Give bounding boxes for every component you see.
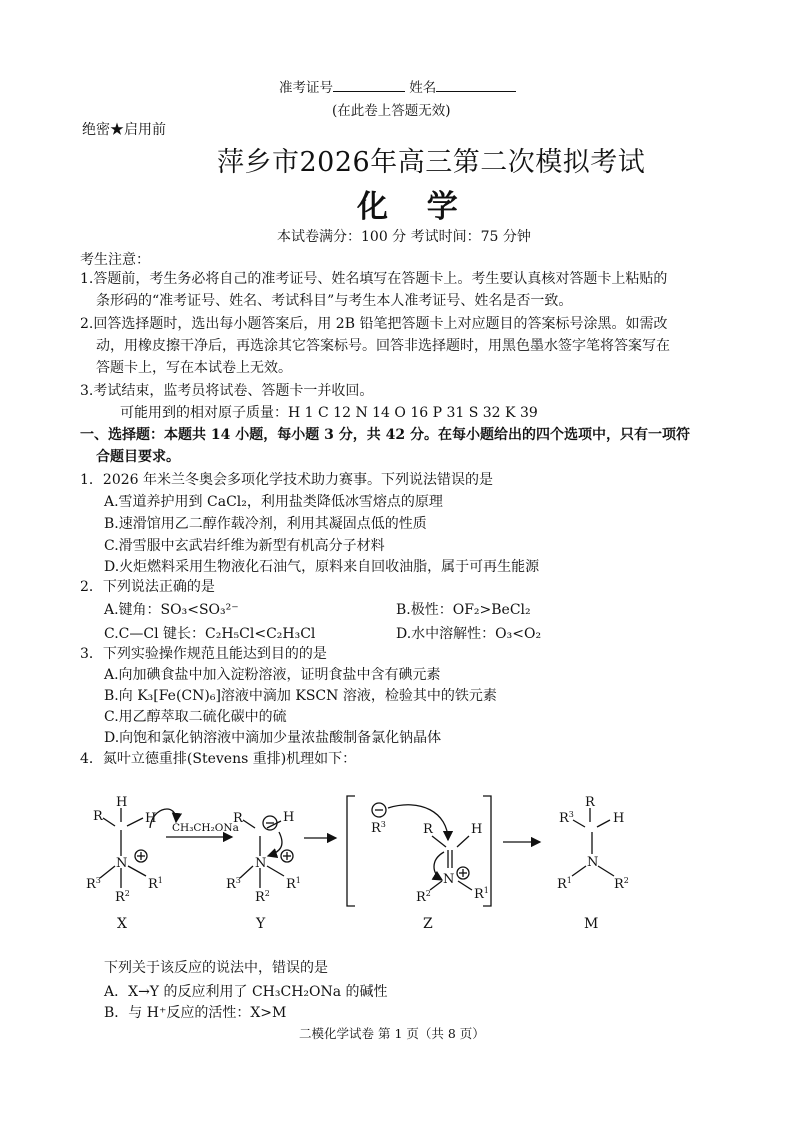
svg-text:N: N [587, 855, 599, 870]
q3-option-a: A.向加碘食盐中加入淀粉溶液，证明食盐中含有碘元素 [104, 667, 441, 683]
q2-option-b: B.极性：OF₂>BeCl₂ [396, 602, 531, 618]
svg-text:R3: $R^3$ [86, 876, 101, 892]
svg-text:R: R [93, 809, 103, 824]
svg-text:N: N [255, 856, 267, 871]
section-heading: 一、选择题：本题共 14 小题，每小题 3 分，共 42 分。在每小题给出的四个选项中，只有一项符 [80, 427, 690, 443]
svg-text:R3: $R^3$ [371, 820, 386, 836]
svg-text:N: N [116, 856, 128, 871]
svg-text:R2: $R^2$ [115, 889, 130, 905]
svg-text:H: H [145, 811, 157, 826]
svg-text:R: R [233, 811, 243, 826]
section-heading-cont: 合题目要求。 [96, 449, 180, 465]
svg-text:H: H [471, 822, 483, 837]
notice-heading: 考生注意： [80, 252, 150, 268]
svg-text:R2: $R^2$ [255, 889, 270, 905]
q3-option-b: B.向 K₃[Fe(CN)₆]溶液中滴加 KSCN 溶液，检验其中的铁元素 [104, 688, 497, 704]
q1-option-c: C.滑雪服中玄武岩纤维为新型有机高分子材料 [104, 538, 385, 554]
svg-text:R3: $R^3$ [559, 810, 574, 826]
svg-text:R: R [423, 822, 433, 837]
secret-mark: 绝密★启用前 [82, 122, 166, 138]
atomic-masses: 可能用到的相对原子质量：H 1 C 12 N 14 O 16 P 31 S 32 K 39 [120, 405, 538, 421]
notice-item: 1.答题前，考生务必将自己的准考证号、姓名填写在答题卡上。考生要认真核对答题卡上粘贴的 [80, 271, 668, 287]
score-time: 本试卷满分：100 分 考试时间：75 分钟 [277, 229, 531, 245]
svg-text:H: H [283, 810, 295, 825]
q4-stem: 4．氮叶立德重排(Stevens 重排)机理如下： [80, 751, 357, 767]
svg-text:H: H [116, 795, 128, 810]
reagent-label: CH₃CH₂ONa [172, 822, 239, 834]
invalid-note: (在此卷上答题无效) [332, 103, 451, 119]
q1-stem: 1．2026 年米兰冬奥会多项化学技术助力赛事。下列说法错误的是 [80, 472, 493, 488]
exam-id-label: 准考证号 [279, 80, 333, 96]
page-title: 萍乡市2026年高三第二次模拟考试 [217, 147, 646, 178]
notice-item: 3.考试结束，监考员将试卷、答题卡一并收回。 [80, 383, 374, 399]
label-X: X [117, 916, 127, 932]
svg-text:R2: $R^2$ [614, 876, 629, 892]
svg-text:R2: $R^2$ [416, 889, 431, 905]
stevens-mechanism-diagram [0, 780, 794, 940]
q1-option-a: A.雪道养护用到 CaCl₂，利用盐类降低冰雪熔点的原理 [104, 494, 443, 510]
q4-question: 下列关于该反应的说法中，错误的是 [104, 960, 328, 976]
subject-title: 化 学 [357, 189, 472, 225]
svg-text:R: R [585, 795, 595, 810]
notice-item: 答题卡上，写在本试卷上无效。 [96, 360, 292, 376]
q3-stem: 3．下列实验操作规范且能达到目的的是 [80, 646, 327, 662]
svg-text:R1: $R^1$ [286, 876, 301, 892]
name-label: 姓名 [409, 80, 437, 96]
notice-item: 动，用橡皮擦干净后，再选涂其它答案标号。回答非选择题时，用黑色墨水签字笔将答案写在 [96, 338, 670, 354]
q4-option-b: B．与 H⁺反应的活性：X>M [104, 1005, 287, 1021]
q4-option-a: A．X→Y 的反应利用了 CH₃CH₂ONa 的碱性 [104, 984, 388, 1000]
q2-option-a: A.键角：SO₃<SO₃²⁻ [104, 602, 239, 618]
q2-option-d: D.水中溶解性：O₃<O₂ [396, 626, 542, 642]
page-footer: 二模化学试卷 第 1 页（共 8 页） [299, 1026, 485, 1041]
exam-id-blank [333, 79, 405, 92]
q2-stem: 2．下列说法正确的是 [80, 579, 215, 595]
q2-option-c: C.C—Cl 键长：C₂H₅Cl<C₂H₃Cl [104, 626, 316, 642]
q1-option-b: B.速滑馆用乙二醇作载冷剂，利用其凝固点低的性质 [104, 516, 427, 532]
svg-text:R3: $R^3$ [226, 876, 241, 892]
notice-item: 条形码的“准考证号、姓名、考试科目”与考生本人准考证号、姓名是否一致。 [96, 293, 573, 309]
label-Z: Z [423, 916, 433, 932]
svg-text:H: H [613, 811, 625, 826]
q3-option-d: D.向饱和氯化钠溶液中滴加少量浓盐酸制备氯化钠晶体 [104, 730, 442, 746]
svg-text:N: N [443, 872, 455, 887]
svg-text:R1: $R^1$ [474, 886, 489, 902]
exam-id-field [279, 76, 516, 96]
notice-item: 2.回答选择题时，选出每小题答案后，用 2B 铅笔把答题卡上对应题目的答案标号涂黑。如需改 [80, 316, 668, 332]
svg-text:R1: $R^1$ [557, 876, 572, 892]
svg-text:R1: $R^1$ [148, 876, 163, 892]
q3-option-c: C.用乙醇萃取二硫化碳中的硫 [104, 709, 287, 725]
name-blank [436, 79, 516, 92]
label-Y: Y [256, 916, 266, 932]
label-M: M [584, 916, 599, 932]
q1-option-d: D.火炬燃料采用生物液化石油气，原料来自回收油脂，属于可再生能源 [104, 559, 540, 575]
